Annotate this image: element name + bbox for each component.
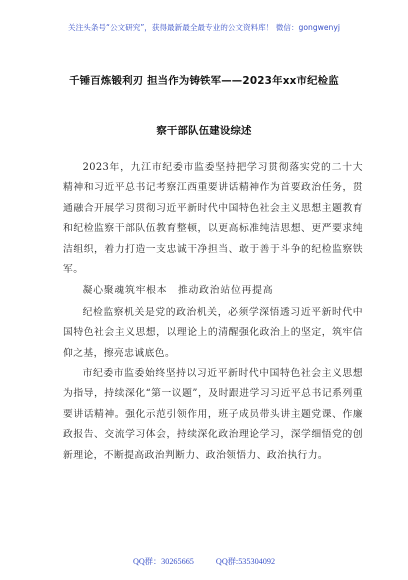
document-body: [63, 158, 363, 466]
section-subheading: 凝心聚魂筑牢根本 推动政治站位再提高: [82, 285, 274, 297]
qq-footer: [0, 556, 408, 567]
paragraph-political-organ: 纪检监察机关是党的政治机关，必须学深悟透习近平新时代中国特色社会主义思想，以理论上的清醒强化政治上的坚定，筑牢信仰之基，擦亮忠诚底色。: [63, 306, 363, 359]
document-title-line1: 千锤百炼锻利刃 担当作为铸铁军——2023年xx市纪检监: [69, 75, 339, 87]
qq-group-1: QQ群：30265665: [132, 557, 194, 566]
qq-group-2: QQ群:535304092: [215, 557, 276, 566]
paragraph-intro: 2023年，九江市纪委市监委坚持把学习贯彻落实党的二十大精神和习近平总书记考察江西重要讲话精神作为首要政治任务，贯通融合开展学习贯彻习近平新时代中国特色社会主义思想主题教育和纪检监察干部队伍教育整顿，以更高标准纯洁思想、更严要求纯洁组织，着力打造一支忠诚干净担当、敢于善于斗争的纪检监察铁军。: [63, 162, 363, 276]
promo-header: 关注头条号“公文研究”，获得最新最全最专业的公文资料库！ 微信：gongwenyj: [68, 23, 340, 32]
paragraph-commission-guidance: 市纪委市监委始终坚持以习近平新时代中国特色社会主义思想为指导，持续深化“第一议题”，及时跟进学习习近平总书记系列重要讲话精神。强化示范引领作用，班子成员带头讲主题党课、作廉政报告、交流学习体会，持续深化政治理论学习，深学细悟党的创新理论，不断提高政治判断力、政治领悟力、政治执行力。: [63, 368, 363, 461]
document-title-line2: 察干部队伍建设综述: [156, 125, 252, 137]
